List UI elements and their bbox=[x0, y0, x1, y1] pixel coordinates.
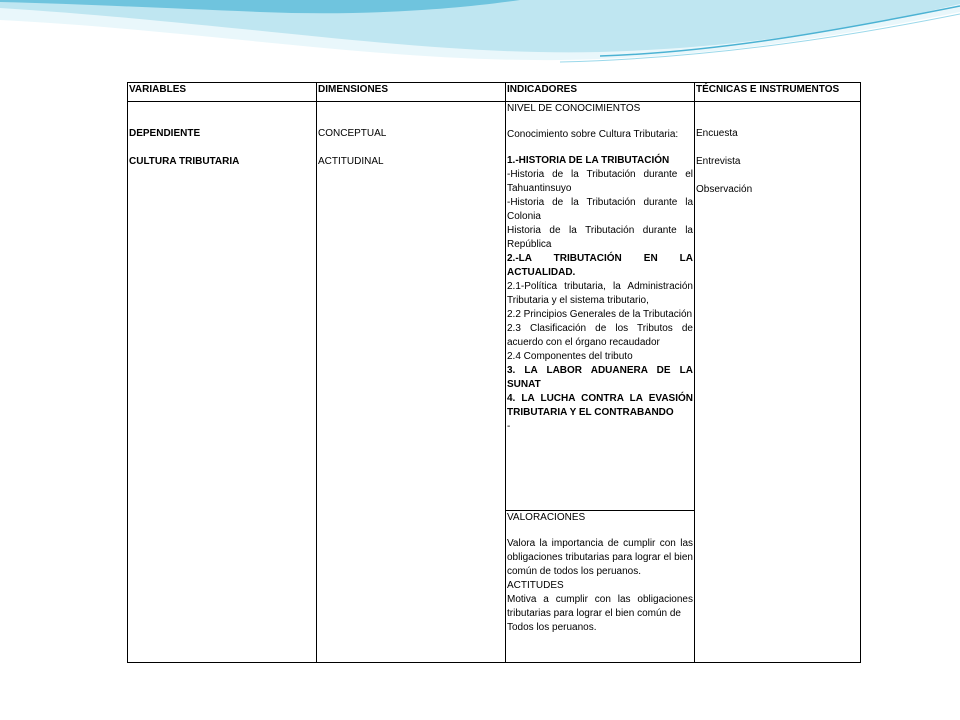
header-dimensiones: DIMENSIONES bbox=[317, 83, 506, 102]
header-indicadores: INDICADORES bbox=[506, 83, 695, 102]
tecnica-encuesta: Encuesta bbox=[696, 128, 738, 139]
indicator-motiva: Motiva a cumplir con las obligaciones tributarias para lograr el bien común de bbox=[507, 593, 693, 619]
indicator-politica: 2.1-Política tributaria, la Administración Tributaria y el sistema tributario, bbox=[507, 281, 693, 306]
indicator-tahuantinsuyo: -Historia de la Tributación durante el Tahuantinsuyo bbox=[507, 169, 693, 194]
indicator-valora: Valora la importancia de cumplir con las obligaciones tributarias para lograr el bien común de todos los peruanos. bbox=[507, 537, 693, 577]
indicator-todos: Todos los peruanos. bbox=[507, 621, 597, 633]
header-variables: VARIABLES bbox=[128, 83, 317, 102]
variable-cultura: CULTURA TRIBUTARIA bbox=[129, 156, 240, 167]
header-row bbox=[128, 83, 861, 102]
indicator-historia: 1.-HISTORIA DE LA TRIBUTACIÓN bbox=[507, 155, 670, 166]
tecnicas-cell bbox=[695, 102, 861, 663]
indicator-colonia: -Historia de la Tributación durante la Colonia bbox=[507, 197, 693, 222]
indicator-dash: - bbox=[507, 421, 511, 432]
dimension-actitudinal: ACTITUDINAL bbox=[318, 156, 384, 167]
indicator-evasion: 4. LA LUCHA CONTRA LA EVASIÓN TRIBUTARIA Y EL CONTRABANDO bbox=[507, 393, 693, 418]
indicator-aduanera: 3. LA LABOR ADUANERA DE LA SUNAT bbox=[507, 365, 693, 390]
dimensiones-cell bbox=[317, 102, 506, 663]
indicator-actualidad: 2.-LA TRIBUTACIÓN EN LA ACTUALIDAD. bbox=[507, 253, 693, 278]
body-row bbox=[128, 102, 861, 511]
indicadores-conocimientos-cell bbox=[506, 102, 695, 511]
indicator-valoraciones: VALORACIONES bbox=[507, 511, 586, 523]
indicator-conocimiento: Conocimiento sobre Cultura Tributaria: bbox=[507, 129, 679, 140]
indicator-componentes: 2.4 Componentes del tributo bbox=[507, 351, 633, 362]
tecnica-observacion: Observación bbox=[696, 184, 753, 195]
indicator-clasificacion: 2.3 Clasificación de los Tributos de acuerdo con el órgano recaudador bbox=[507, 323, 693, 348]
variables-table bbox=[127, 82, 861, 663]
variables-cell bbox=[128, 102, 317, 663]
variable-dependiente: DEPENDIENTE bbox=[129, 128, 201, 139]
header-tecnicas: TÉCNICAS E INSTRUMENTOS bbox=[695, 83, 861, 102]
indicator-nivel: NIVEL DE CONOCIMIENTOS bbox=[507, 103, 641, 114]
dimension-conceptual: CONCEPTUAL bbox=[318, 128, 387, 139]
indicator-actitudes: ACTITUDES bbox=[507, 579, 564, 591]
header-wave-decoration bbox=[0, 0, 960, 80]
tecnica-entrevista: Entrevista bbox=[696, 156, 741, 167]
indicator-republica: Historia de la Tributación durante la República bbox=[507, 225, 693, 250]
indicadores-actitudes-cell bbox=[506, 510, 695, 662]
indicator-principios: 2.2 Principios Generales de la Tributación bbox=[507, 309, 693, 320]
